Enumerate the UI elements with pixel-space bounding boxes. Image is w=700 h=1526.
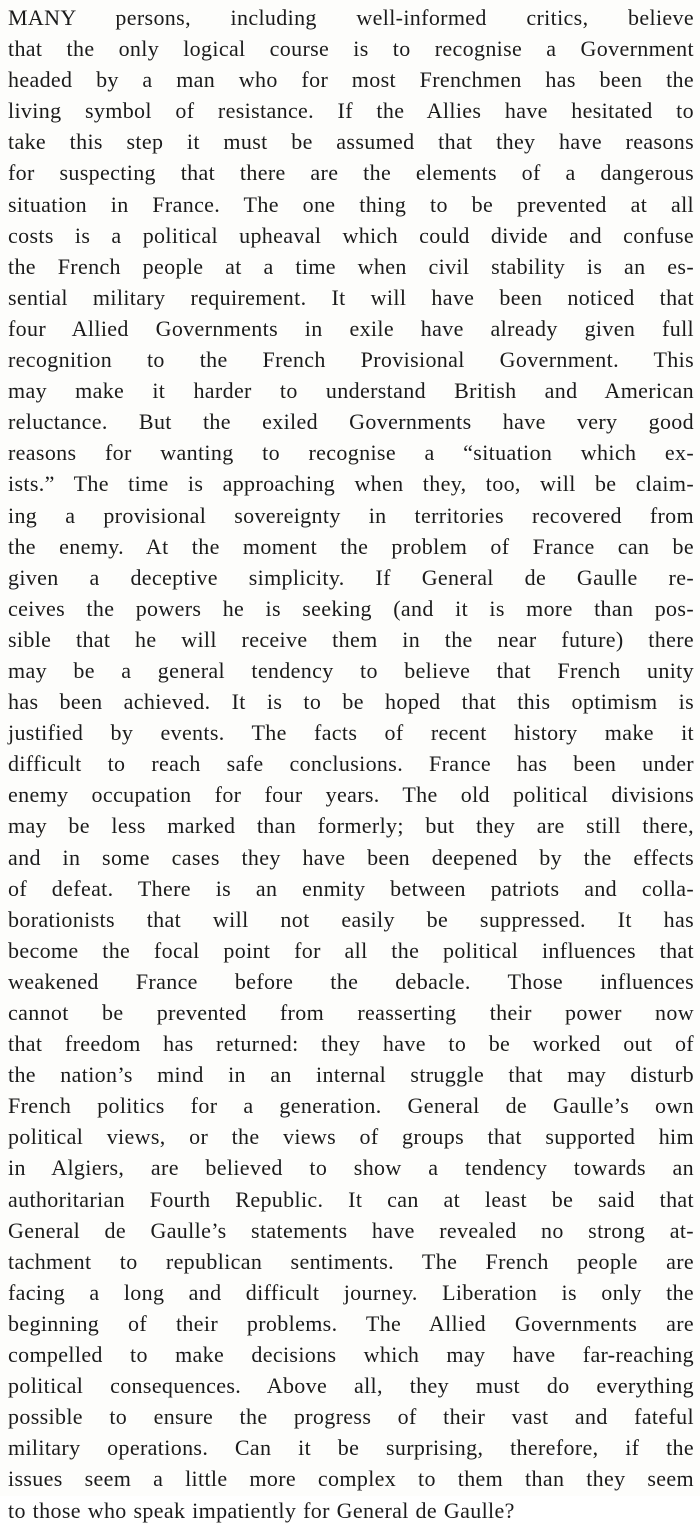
text-line: French politics for a generation. General de Gaulle’s own — [8, 1093, 694, 1119]
text-line: sible that he will receive them in the near future) there — [8, 626, 694, 652]
text-line: military operations. Can it be surprising, therefore, if the — [8, 1435, 694, 1461]
text-line: MANY persons, including well-informed critics, believe — [8, 5, 694, 30]
text-line: facing a long and difficult journey. Liberation is only the — [8, 1279, 694, 1305]
text-line: political consequences. Above all, they must do everything — [8, 1373, 694, 1399]
text-line: borationists that will not easily be suppressed. It has — [8, 906, 694, 932]
text-line: difficult to reach safe conclusions. France has been under — [8, 751, 694, 777]
text-line: compelled to make decisions which may have far-reaching — [8, 1342, 694, 1368]
text-line: cannot be prevented from reasserting their power now — [8, 1000, 694, 1025]
text-line: in Algiers, are believed to show a tendency towards an — [8, 1155, 694, 1181]
text-line: headed by a man who for most Frenchmen has been the — [8, 67, 694, 93]
text-line: of defeat. There is an enmity between patriots and colla- — [8, 875, 694, 901]
text-line: reasons for wanting to recognise a “situation which ex- — [8, 440, 694, 466]
text-line: has been achieved. It is to be hoped that this optimism is — [8, 689, 694, 715]
text-line: the enemy. At the moment the problem of France can be — [8, 533, 694, 559]
text-line: four Allied Governments in exile have already given full — [8, 315, 694, 341]
text-line: reluctance. But the exiled Governments have very good — [8, 409, 694, 435]
article-paragraph — [8, 2, 694, 1526]
text-line: become the focal point for all the political influences that — [8, 937, 694, 963]
text-line: sential military requirement. It will have been noticed that — [8, 284, 694, 310]
text-line: the nation’s mind in an internal struggle that may disturb — [8, 1062, 694, 1088]
text-line: possible to ensure the progress of their vast and fateful — [8, 1404, 694, 1430]
text-line: beginning of their problems. The Allied Governments are — [8, 1310, 694, 1336]
text-line: situation in France. The one thing to be prevented at all — [8, 191, 694, 217]
text-line: justified by events. The facts of recent history make it — [8, 720, 694, 746]
text-line: recognition to the French Provisional Government. This — [8, 347, 694, 373]
text-line: political views, or the views of groups that supported him — [8, 1124, 694, 1150]
text-line: that freedom has returned: they have to be worked out of — [8, 1031, 694, 1057]
text-line: ing a provisional sovereignty in territories recovered from — [8, 502, 694, 528]
text-line: for suspecting that there are the elements of a dangerous — [8, 160, 694, 186]
text-line: tachment to republican sentiments. The French people are — [8, 1248, 694, 1274]
text-line: given a deceptive simplicity. If General de Gaulle re- — [8, 564, 694, 590]
text-line: ceives the powers he is seeking (and it is more than pos- — [8, 595, 694, 621]
text-line: ists.” The time is approaching when they, too, will be claim- — [8, 471, 694, 497]
text-line: enemy occupation for four years. The old political divisions — [8, 782, 694, 808]
text-line: may make it harder to understand British and American — [8, 378, 694, 404]
text-line: weakened France before the debacle. Those influences — [8, 968, 694, 994]
text-line: that the only logical course is to recognise a Government — [8, 36, 694, 62]
text-line: costs is a political upheaval which could divide and confuse — [8, 222, 694, 248]
text-line: issues seem a little more complex to them than they seem — [8, 1466, 694, 1492]
text-line: the French people at a time when civil stability is an es- — [8, 253, 694, 279]
text-line: may be less marked than formerly; but they are still there, — [8, 813, 694, 839]
text-line: General de Gaulle’s statements have revealed no strong at- — [8, 1217, 694, 1243]
text-line: authoritarian Fourth Republic. It can at least be said that — [8, 1186, 694, 1212]
text-line: take this step it must be assumed that they have reasons — [8, 129, 694, 155]
text-line: may be a general tendency to believe that French unity — [8, 657, 694, 683]
text-line: living symbol of resistance. If the Allies have hesitated to — [8, 98, 694, 124]
text-line: to those who speak impatiently for General de Gaulle? — [8, 1497, 515, 1523]
text-line: and in some cases they have been deepened by the effects — [8, 844, 694, 870]
